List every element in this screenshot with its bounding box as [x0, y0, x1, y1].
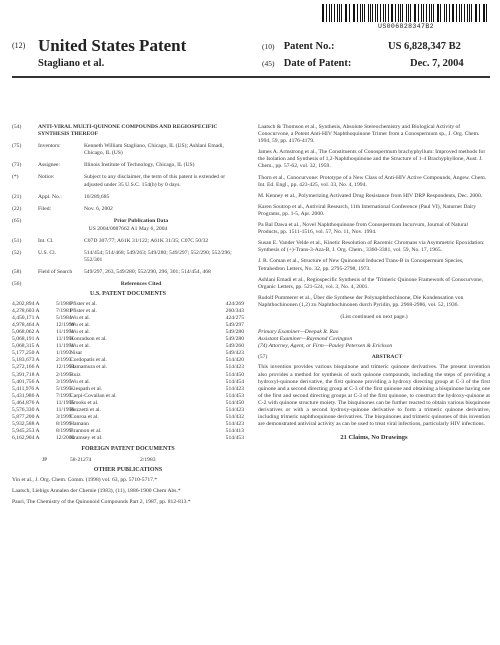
field-code: (73) — [12, 162, 22, 169]
field-code: (75) — [12, 143, 22, 150]
barcode-bar — [360, 4, 361, 22]
int-cl-value: C07D 307/77; A61K 31/122; A61K 31/35; C07C 50/32 — [84, 238, 209, 245]
field-search — [12, 269, 244, 276]
invention-title: ANTI-VIRAL MULTI-QUINONE COMPOUNDS AND REGIOSPECIFIC SYNTHESIS THEREOF — [38, 124, 218, 138]
publication-entry: Karen Soutrop et al., Antiviral Research, 11th International Conference (Paul VI), Naturnet Dairy Programs, pp. 1-5, Apr. 2000. — [258, 203, 477, 217]
barcode-bar — [323, 4, 324, 22]
barcode-bar — [426, 4, 427, 22]
us-patent-row — [12, 322, 244, 329]
foreign-patent-country: JP — [42, 456, 48, 463]
field-refs — [12, 281, 244, 288]
barcode-bar — [467, 4, 468, 22]
barcode-bar — [337, 4, 338, 22]
us-patent-name: Kiespath et al. — [70, 385, 103, 392]
filed-value: Nov. 6, 2002 — [84, 205, 113, 212]
us-patent-num: 5,932,588 A — [12, 421, 40, 428]
publication-entry: Rudolf Pummerer et al., Über die Synthese der Polynaphthochinone, Die Kondensation von Naphthochinonen (1,2) zu Naphthochinonen durch Pyridin, pp. 2968-2986, vol. 52, 1936. — [258, 294, 464, 308]
us-patent-cls: 549/423 — [225, 350, 244, 357]
us-patent-name: Pfister et al. — [70, 300, 97, 307]
us-patent-name: Wu et al. — [70, 314, 91, 321]
us-patent-num: 5,401,756 A — [12, 378, 40, 385]
code-10: (10) — [262, 42, 275, 51]
left-column — [12, 124, 244, 510]
field-assignee — [12, 162, 244, 169]
us-patent-date: 3/1999 — [56, 414, 72, 421]
date-label: Date of Patent: — [283, 58, 352, 69]
barcode-bar — [471, 4, 472, 22]
us-patent-num: 5,068,191 A — [12, 336, 40, 343]
barcode-bar — [383, 4, 384, 22]
field-code: (22) — [12, 205, 22, 212]
publication-entry: J. R. Coman et al., Structure of New Quinonoid Induced Trans-B in Conospermum Species, Tetrahedron Letters, No. 32, pp. 2795-2798, 1973. — [258, 258, 464, 272]
publication-entry: Thorn et al., Conocurvone: Prototype of a New Class of Anti-HIV Active Compounds, Angew. Chem. Int. Ed. Engl., pp. 423-425, vol. 33, No. 4, 1994. — [258, 174, 487, 188]
us-patent-name: Brooks et al. — [70, 399, 99, 406]
field-label: Prior Publication Data — [113, 217, 169, 224]
other-pubs-heading: OTHER PUBLICATIONS — [93, 466, 163, 473]
us-patent-num: 4,202,894 A — [12, 300, 40, 307]
publication-entry: Ashlani Emadi et al., Regiospecific Synthesis of the 'Trimeric Quinone Framework of Conocurvone, Organic Letters, pp. 521-524, vol. 3, No. 4, 2001. — [258, 276, 483, 290]
publication-entry: Susan E. Vander Velde et al., Kinetic Resolution of Racemic Chromans via Asymmetric Epoxidation: Synthesis of (+)-Trans-3-Aza-B, J. Org. Chem., 3360-3381, vol. 59, No. 17, 1965. — [258, 240, 485, 254]
field-code: (54) — [12, 124, 22, 130]
us-patent-row — [12, 386, 244, 393]
us-patent-date: 11/1991 — [56, 343, 75, 350]
field-label: Int. Cl. — [38, 238, 54, 245]
us-patent-date: 12/2000 — [56, 435, 75, 442]
us-patent-date: 3/1995 — [56, 378, 72, 385]
us-patent-cls: 549/297 — [225, 321, 244, 328]
us-patent-date: 11/1996 — [56, 407, 75, 413]
assistant-examiner: Assistant Examiner—Raymond Covington — [258, 336, 353, 343]
us-patent-name: Nisar — [70, 350, 83, 357]
us-patent-num: 5,464,876 A — [12, 399, 40, 406]
us-patent-date: 12/1990 — [56, 321, 75, 328]
date-line — [262, 58, 351, 69]
field-label: Inventors: — [38, 143, 61, 150]
us-patent-cls: 514/450 — [225, 399, 244, 406]
us-patent-date: 5/1984 — [56, 314, 72, 321]
us-patent-date: 2/1995 — [56, 371, 72, 378]
patent-date: Dec. 7, 2004 — [410, 58, 464, 69]
attorney: (74) Attorney, Agent, or Firm—Pauley Petersen & Erickson — [258, 343, 393, 350]
header-rule — [12, 76, 490, 78]
us-patent-cls: 514/454 — [225, 378, 244, 385]
us-patent-cls: 514/423 — [225, 407, 244, 413]
foreign-list — [12, 457, 244, 464]
barcode-bar — [486, 4, 487, 22]
us-patent-cls: 514/453 — [225, 435, 244, 442]
field-label: Filed: — [38, 205, 52, 212]
us-patent-num: 4,278,603 A — [12, 307, 40, 314]
us-patent-cls: 514/420 — [225, 357, 244, 364]
field-code: (58) — [12, 269, 22, 276]
us-patent-row — [12, 301, 244, 308]
us-patent-num: 5,068,062 A — [12, 328, 40, 335]
field-code: (56) — [12, 281, 22, 288]
foreign-patent-date: 2/1983 — [140, 456, 156, 463]
appl-no-value: 10/289,685 — [84, 193, 110, 200]
inventors-value: Kenneth William Stagliano, Chicago, IL (US); Ashlani Emadi, Chicago, IL (US) — [84, 143, 224, 157]
publication-entry: Yin et al., J. Org. Chem. Comm. (1998) vol. 63, pp. 5710-5717.* — [12, 476, 158, 483]
barcode-bar — [453, 4, 454, 22]
abstract-heading: ABSTRACT — [371, 354, 403, 361]
us-patent-name: Ruiz — [70, 371, 81, 378]
assignee-value: Illinois Institute of Technology, Chicago, IL (US) — [84, 162, 195, 169]
us-patent-num: 5,945,253 A — [12, 428, 40, 435]
us-patent-name: Carpi-Covallan et al. — [70, 392, 117, 399]
us-patent-name: Brannon et al. — [70, 428, 102, 435]
continued-note: (List continued on next page.) — [340, 313, 408, 320]
us-patent-num: 4,978,464 A — [12, 321, 40, 328]
us-patent-name: Pfister et al. — [70, 307, 97, 314]
barcode-bar — [459, 4, 460, 22]
barcode-bar — [406, 4, 407, 22]
us-patent-row — [12, 350, 244, 357]
prior-pub-value: US 2004/0087662 A1 May 6, 2004 — [88, 225, 168, 232]
us-patent-row — [12, 428, 244, 435]
us-patent-cls: 514/432 — [225, 414, 244, 421]
us-patent-num: 5,272,166 A — [12, 364, 40, 371]
us-patent-row — [12, 372, 244, 379]
field-us-cl — [12, 250, 244, 264]
us-patent-num: 6,162,904 A — [12, 435, 40, 442]
us-patent-name: Conroa et al. — [70, 414, 99, 421]
us-patent-cls: 514/413 — [225, 428, 244, 435]
code-12: (12) — [12, 41, 26, 50]
code-45: (45) — [262, 59, 275, 68]
primary-examiner: Primary Examiner—Deepak R. Rao — [258, 329, 339, 336]
barcode-bar — [421, 4, 422, 22]
us-patent-num: 5,431,986 A — [12, 392, 40, 399]
us-patent-date: 1/1993 — [56, 350, 72, 357]
other-pubs-right — [258, 124, 490, 309]
us-patent-name: Hamann — [70, 421, 89, 428]
us-patent-name: Wu et al. — [70, 328, 91, 335]
barcode-bar — [479, 4, 480, 22]
field-inventors — [12, 143, 244, 157]
us-patent-row — [12, 357, 244, 364]
us-patent-num: 4,450,171 A — [12, 314, 40, 321]
barcode-bar — [414, 4, 415, 22]
us-patent-cls: 514/453 — [225, 392, 244, 399]
us-patent-date: 11/1991 — [56, 336, 75, 343]
us-patent-name: Kramsey et al. — [70, 435, 103, 442]
us-patent-row — [12, 400, 244, 407]
publication-entry: James A. Armstrong et al., The Constituents of Conospermum brachyphyllum: Improved methods for the Isolation and Synthesis of 1,2-Naphthoquinone and the Structure of 1-4 Brachyphyllone, Aust. J. Chem., pp. 57-62, vol. 32, 1959. — [258, 149, 486, 170]
barcode-bar — [331, 4, 332, 22]
us-patent-date: 11/1995 — [56, 399, 75, 406]
us-patent-num: 5,177,250 A — [12, 350, 40, 357]
foreign-patent-num: 58-21274 — [70, 456, 92, 463]
abstract-head — [258, 354, 490, 361]
barcode-bar — [440, 4, 441, 22]
publication-entry: Laatsch, Liebigs Annalen der Chemie (1983), (11), 1886-1900 Chem Abs.* — [12, 487, 181, 494]
us-patent-date: 12/1993 — [56, 364, 75, 371]
abstract-text: This invention provides various bisquinone and trimeric quinone derivatives. The present invention also provides a method for synthesis of such quinone compounds, including the steps of providing a hydroxyl-quinone derivative, the first quinone providing a hydroxy directing group at C-3 of the first quinone and a second directing group at C-3 of the first quinone and obtaining a bisquinone having one of the first and second directing groups at C-3 of the first quinone, to construct the hydroxy-quinone at C-2 with quinone structure moiety. The bisquinones can be further reacted to obtain various bisquinone derivatives or with a second hydroxy-quinone derivative to form a trimeric quinone derivative, including trimeric naphthoquinone derivatives. The bisquinones and trimeric quinones of this invention are demonstrated antiviral activity as can be used to treat viral infections, particularly HIV infections. — [258, 364, 490, 428]
us-patent-name: Buzzetti et al. — [70, 407, 101, 413]
us-patent-name: Konradson et al. — [70, 336, 107, 343]
barcode-bar — [375, 4, 376, 22]
patent-number-line — [262, 41, 335, 52]
us-patent-row — [12, 343, 244, 350]
search-value: 549/297, 263, 549/280; 552/290, 296, 301; 514/454, 468 — [84, 269, 211, 276]
us-patent-cls: 514/450 — [225, 371, 244, 378]
us-patents-list — [12, 301, 244, 443]
us-patent-cls: 514/423 — [225, 385, 244, 392]
us-patent-cls: 549/260 — [225, 343, 244, 350]
field-label: Appl. No.: — [38, 193, 62, 200]
field-label: Notice: — [38, 174, 55, 181]
us-patents-heading: U.S. PATENT DOCUMENTS — [89, 290, 166, 297]
us-patent-num: 5,576,330 A — [12, 407, 40, 413]
right-column — [258, 124, 490, 441]
us-patent-name: Cordopatis et al. — [70, 357, 107, 364]
field-code: (65) — [12, 217, 22, 224]
publication-entry: Laatsch & Thomson et al., Synthesis, Absolute Stereochemistry and Biological Activity of Conocurvone, a Potent Anti-HIV Naphthoquinone Trimer from a Conospermum sp., J. Org. Chem. 1994, 59, pp. 4176-4179. — [258, 124, 480, 145]
field-title — [12, 124, 244, 138]
notice-value: Subject to any disclaimer, the term of this patent is extended or adjusted under 35 U.S.C. 154(b) by 0 days. — [84, 174, 226, 188]
us-patent-cls: 424/269 — [225, 300, 244, 307]
us-patent-date: 7/1995 — [56, 392, 72, 399]
us-patent-num: 5,068,315 A — [12, 343, 40, 350]
field-notice — [12, 174, 244, 188]
publication-entry: Pa Bal Dawa et al., Novel Naphthoquinone from Conospermum Incurvum, Journal of Natural Products, pp. 1511-1516, vol. 57, No. 11, Nov. 1994. — [258, 222, 468, 236]
field-int-cl — [12, 238, 244, 245]
barcode-bar — [385, 4, 386, 22]
field-code: (51) — [12, 238, 22, 245]
foreign-patent-row — [12, 457, 244, 464]
field-code: (*) — [12, 174, 19, 181]
barcode-bar — [357, 4, 358, 22]
field-label: U.S. Cl. — [38, 250, 57, 257]
other-pubs-left — [12, 477, 244, 506]
field-filed — [12, 206, 244, 213]
us-patent-row — [12, 329, 244, 336]
us-patent-cls: 514/423 — [225, 421, 244, 428]
us-patent-row — [12, 308, 244, 315]
us-patent-row — [12, 336, 244, 343]
field-label: Field of Search — [38, 269, 73, 276]
field-label: References Cited — [120, 281, 162, 288]
us-patent-row — [12, 364, 244, 371]
publication-entry: M. Kenney et al., Polymerizing Activated Drug Resistance from HIV DRP Respondents, Dec. 2000. — [258, 192, 483, 199]
us-patent-row — [12, 421, 244, 428]
us-patent-row — [12, 414, 244, 421]
us-patent-num: 5,183,673 A — [12, 357, 40, 364]
barcode-bar — [349, 4, 350, 22]
barcode-bar — [392, 4, 393, 22]
publication-entry: Pauri, The Chemistry of the Quinonoid Compounds Part 2, 1987, pp. 812-813.* — [12, 498, 191, 505]
us-patent-num: 5,391,718 A — [12, 371, 40, 378]
field-appl-no — [12, 194, 244, 201]
patent-number: US 6,828,347 B2 — [388, 41, 461, 52]
barcode-bar — [368, 4, 369, 22]
barcode-number: US006828347B2 — [378, 23, 434, 30]
us-cl-value: 514/454; 514/468; 549/263; 549/280; 549/297; 552/290; 552/296; 552/301 — [84, 250, 232, 264]
us-patent-row — [12, 379, 244, 386]
us-patent-cls: 514/423 — [225, 364, 244, 371]
us-patent-date: 2/1993 — [56, 357, 72, 364]
us-patent-cls: 424/275 — [225, 314, 244, 321]
field-prior-pub — [12, 218, 244, 225]
us-patent-date: 7/1981 — [56, 307, 72, 314]
document-type: United States Patent — [38, 36, 187, 55]
field-code: (57) — [258, 354, 268, 361]
us-patent-name: Wu et al. — [70, 321, 91, 328]
barcode — [322, 4, 490, 22]
us-patent-name: Wu et al. — [70, 343, 91, 350]
us-patent-name: Hamamura et al. — [70, 364, 108, 371]
us-patent-row — [12, 315, 244, 322]
us-patent-row — [12, 407, 244, 414]
patent-number-label: Patent No.: — [283, 41, 335, 52]
field-code: (52) — [12, 250, 22, 257]
barcode-bar — [345, 4, 346, 22]
barcode-bar — [402, 4, 403, 22]
us-patent-cls: 549/280 — [225, 328, 244, 335]
barcode-bar — [433, 4, 434, 22]
claims-count: 21 Claims, No Drawings — [340, 434, 408, 442]
us-patent-name: Wu et al. — [70, 378, 91, 385]
field-code: (21) — [12, 193, 22, 200]
us-patent-date: 8/1999 — [56, 421, 72, 428]
us-patent-cls: 549/280 — [225, 336, 244, 343]
foreign-heading: FOREIGN PATENT DOCUMENTS — [81, 446, 175, 453]
field-label: Assignee: — [38, 162, 61, 169]
us-patent-date: 5/1995 — [56, 385, 72, 392]
us-patent-row — [12, 435, 244, 442]
us-patent-num: 5,411,976 A — [12, 385, 40, 392]
us-patent-cls: 260/343 — [225, 307, 244, 314]
us-patent-num: 5,877,200 A — [12, 414, 40, 421]
us-patent-date: 11/1991 — [56, 328, 75, 335]
us-patent-row — [12, 393, 244, 400]
barcode-bar — [444, 4, 445, 22]
inventor-heading: Stagliano et al. — [38, 58, 105, 69]
us-patent-date: 5/1980 — [56, 300, 72, 307]
us-patent-date: 8/1999 — [56, 428, 72, 435]
